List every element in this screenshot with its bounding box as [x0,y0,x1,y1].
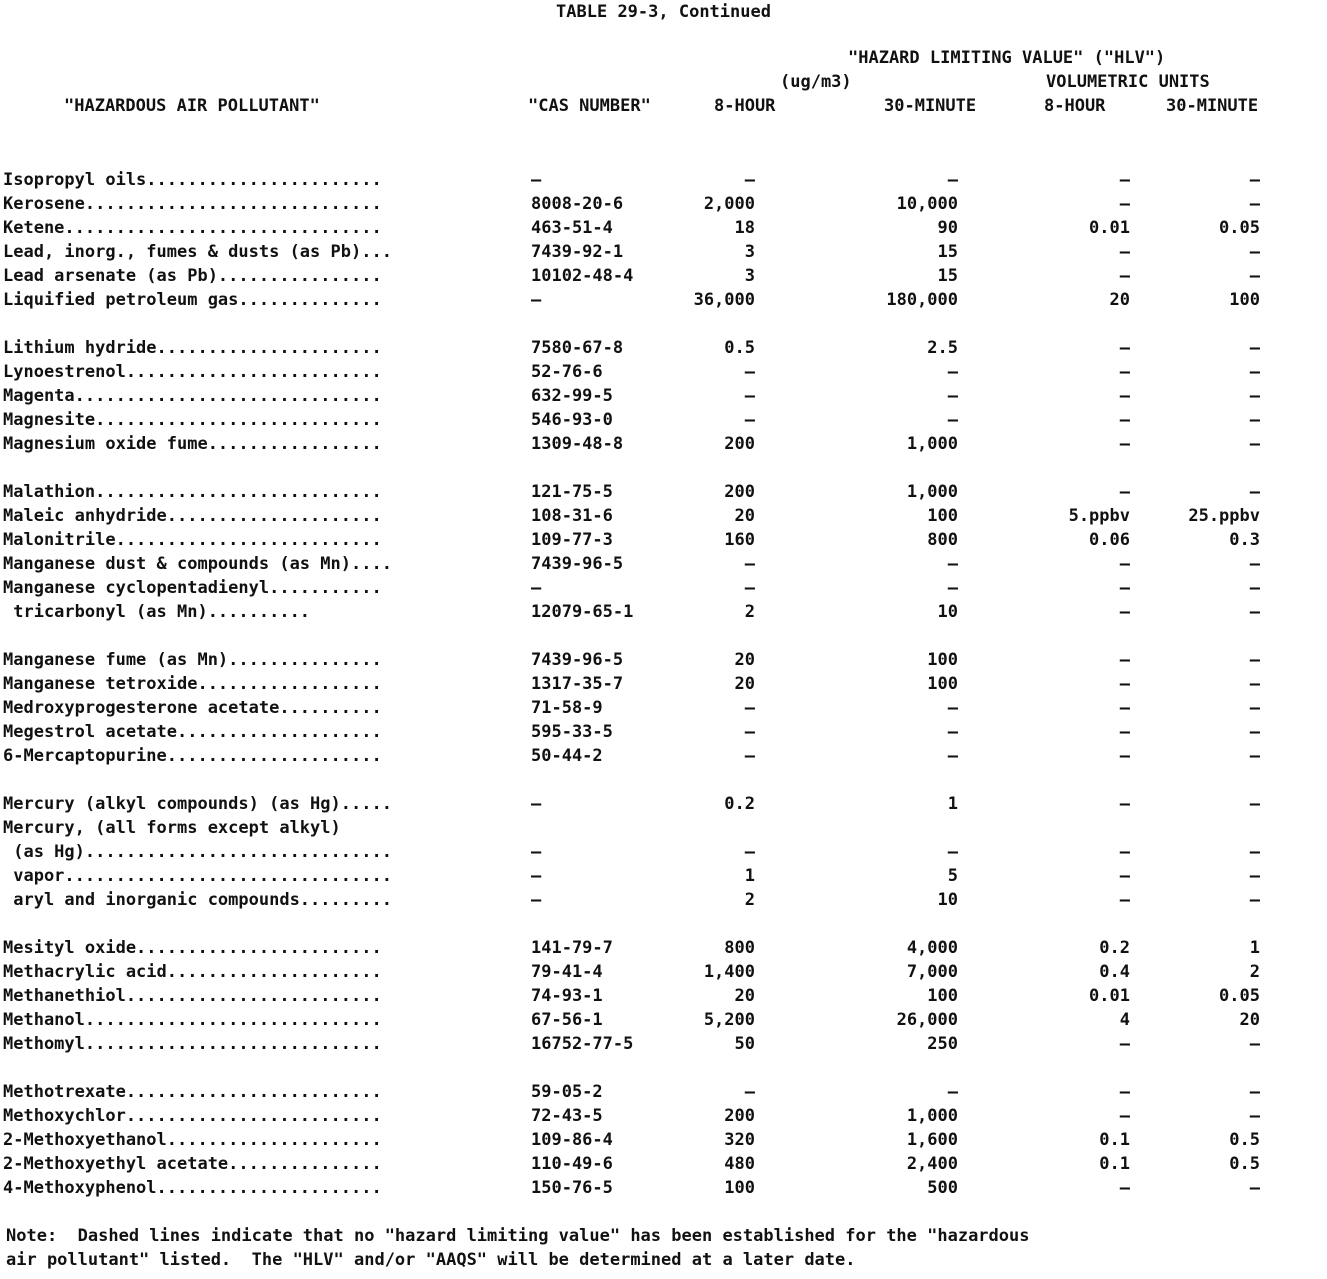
hlv-8hour: 200 [724,1106,755,1126]
hlv-30minute: — [947,410,958,430]
hlv-8hour: 0.5 [724,338,755,358]
hlv-30minute: 10,000 [896,194,958,214]
vol-8hour: — [1119,650,1130,670]
hlv-8hour: 20 [734,986,755,1006]
hlv-8hour: — [744,698,755,718]
vol-30minute: 0.5 [1229,1154,1260,1174]
hlv-30minute: — [947,386,958,406]
vol-30minute: — [1249,386,1260,406]
vol-30minute: — [1249,890,1260,910]
hlv-30minute: 15 [937,242,958,262]
hlv-8hour: 0.2 [724,794,755,814]
vol-30minute: — [1249,746,1260,766]
vol-30minute: 0.5 [1229,1130,1260,1150]
vol-30minute: 0.05 [1219,986,1260,1006]
hlv-30minute: — [947,554,958,574]
vol-30minute: — [1249,482,1260,502]
hlv-30minute: 100 [927,506,958,526]
hlv-8hour: 3 [744,242,755,262]
vol-8hour: — [1119,746,1130,766]
vol-30minute: — [1249,842,1260,862]
cas-number: — [531,890,542,910]
vol-8hour: — [1119,338,1130,358]
pollutant-name: Methacrylic acid..................... [3,962,382,982]
hlv-30minute: 100 [927,986,958,1006]
hlv-8hour: — [744,722,755,742]
vol-8hour: 0.01 [1089,218,1130,238]
vol-30minute: — [1249,794,1260,814]
cas-number: 8008-20-6 [531,194,624,214]
hlv-8hour: 800 [724,938,755,958]
hlv-8hour: 3 [744,266,755,286]
pollutant-name: Methanol............................. [3,1010,382,1030]
pollutant-name: Manganese dust & compounds (as Mn).... [3,554,392,574]
vol-8hour: — [1119,722,1130,742]
header-hlv-group: "HAZARD LIMITING VALUE" ("HLV") [848,48,1166,68]
vol-30minute: — [1249,866,1260,886]
cas-number: 121-75-5 [531,482,613,502]
pollutant-name: aryl and inorganic compounds......... [3,890,392,910]
hlv-30minute: 1,000 [906,434,958,454]
pollutant-name: Methoxychlor......................... [3,1106,382,1126]
pollutant-name: Liquified petroleum gas.............. [3,290,382,310]
vol-30minute: 0.05 [1219,218,1260,238]
hlv-8hour: 200 [724,482,755,502]
vol-8hour: — [1119,794,1130,814]
vol-30minute: — [1249,1178,1260,1198]
hlv-30minute: 800 [927,530,958,550]
pollutant-name: 2-Methoxyethyl acetate............... [3,1154,382,1174]
table-title: TABLE 29-3, Continued [556,2,771,22]
hlv-30minute: 2.5 [927,338,958,358]
vol-30minute: — [1249,650,1260,670]
vol-8hour: — [1119,890,1130,910]
hlv-30minute: — [947,1082,958,1102]
cas-number: 110-49-6 [531,1154,613,1174]
pollutant-name: (as Hg).............................. [3,842,392,862]
header-units-mass: (ug/m3) [780,72,852,92]
vol-30minute: — [1249,362,1260,382]
vol-8hour: 20 [1109,290,1130,310]
cas-number: 109-86-4 [531,1130,613,1150]
vol-8hour: — [1119,482,1130,502]
hlv-30minute: 5 [947,866,958,886]
vol-8hour: — [1119,410,1130,430]
vol-8hour: 0.01 [1089,986,1130,1006]
hlv-30minute: — [947,170,958,190]
vol-8hour: — [1119,602,1130,622]
header-col-vol-30minute: 30-MINUTE [1166,96,1259,116]
hlv-30minute: 250 [927,1034,958,1054]
vol-30minute: 2 [1249,962,1260,982]
pollutant-name: Maleic anhydride..................... [3,506,382,526]
hlv-30minute: 2,400 [906,1154,958,1174]
pollutant-name: Manganese fume (as Mn)............... [3,650,382,670]
vol-30minute: — [1249,194,1260,214]
vol-30minute: — [1249,722,1260,742]
vol-8hour: 0.2 [1099,938,1130,958]
pollutant-name: Ketene............................... [3,218,382,238]
vol-30minute: 20 [1239,1010,1260,1030]
hlv-30minute: 1,000 [906,482,958,502]
hlv-8hour: — [744,842,755,862]
cas-number: 7439-96-5 [531,650,624,670]
vol-8hour: 0.1 [1099,1130,1130,1150]
hlv-30minute: 90 [937,218,958,238]
cas-number: 7439-96-5 [531,554,624,574]
cas-number: — [531,578,542,598]
pollutant-name: Lynoestrenol......................... [3,362,382,382]
vol-8hour: — [1119,266,1130,286]
pollutant-name: vapor................................ [3,866,392,886]
cas-number: 632-99-5 [531,386,613,406]
vol-8hour: 5.ppbv [1068,506,1130,526]
footnote-line-2: air pollutant" listed. The "HLV" and/or "AAQS" will be determined at a later date. [6,1250,856,1270]
cas-number: 50-44-2 [531,746,603,766]
vol-8hour: — [1119,698,1130,718]
hlv-30minute: — [947,578,958,598]
vol-8hour: — [1119,1106,1130,1126]
vol-8hour: — [1119,1082,1130,1102]
pollutant-name: Magnesium oxide fume................. [3,434,382,454]
hlv-8hour: — [744,362,755,382]
vol-30minute: — [1249,434,1260,454]
cas-number: — [531,290,542,310]
cas-number: 463-51-4 [531,218,613,238]
hlv-8hour: 320 [724,1130,755,1150]
hlv-30minute: — [947,842,958,862]
pollutant-name: 4-Methoxyphenol...................... [3,1178,382,1198]
cas-number: 71-58-9 [531,698,603,718]
vol-30minute: — [1249,410,1260,430]
cas-number: 109-77-3 [531,530,613,550]
hlv-8hour: — [744,386,755,406]
hlv-8hour: 2 [744,602,755,622]
hlv-30minute: 500 [927,1178,958,1198]
hlv-8hour: — [744,1082,755,1102]
vol-8hour: — [1119,386,1130,406]
vol-8hour: — [1119,842,1130,862]
cas-number: 108-31-6 [531,506,613,526]
hlv-8hour: 5,200 [703,1010,755,1030]
pollutant-name: Megestrol acetate.................... [3,722,382,742]
hlv-30minute: 1,600 [906,1130,958,1150]
cas-number: 59-05-2 [531,1082,603,1102]
header-col-8hour: 8-HOUR [714,96,776,116]
vol-30minute: — [1249,674,1260,694]
hlv-30minute: — [947,722,958,742]
hlv-8hour: — [744,554,755,574]
vol-30minute: 1 [1249,938,1260,958]
cas-number: 10102-48-4 [531,266,634,286]
header-col-vol-8hour: 8-HOUR [1044,96,1106,116]
hlv-30minute: 4,000 [906,938,958,958]
pollutant-name: Methotrexate......................... [3,1082,382,1102]
hlv-8hour: 36,000 [693,290,755,310]
hlv-30minute: 100 [927,674,958,694]
hlv-8hour: 50 [734,1034,755,1054]
cas-number: 72-43-5 [531,1106,603,1126]
vol-8hour: — [1119,170,1130,190]
cas-number: 595-33-5 [531,722,613,742]
cas-number: 67-56-1 [531,1010,603,1030]
vol-30minute: — [1249,1034,1260,1054]
vol-8hour: 4 [1119,1010,1130,1030]
cas-number: 7580-67-8 [531,338,624,358]
vol-8hour: — [1119,578,1130,598]
vol-30minute: 25.ppbv [1188,506,1260,526]
vol-8hour: — [1119,554,1130,574]
vol-30minute: — [1249,170,1260,190]
pollutant-name: Mercury (alkyl compounds) (as Hg)..... [3,794,392,814]
vol-8hour: — [1119,194,1130,214]
vol-8hour: — [1119,362,1130,382]
hlv-30minute: 180,000 [886,290,958,310]
vol-30minute: 100 [1229,290,1260,310]
hlv-8hour: 20 [734,506,755,526]
pollutant-name: Malathion............................ [3,482,382,502]
hlv-8hour: 1 [744,866,755,886]
cas-number: 16752-77-5 [531,1034,634,1054]
header-col-pollutant: "HAZARDOUS AIR POLLUTANT" [64,96,320,116]
hlv-30minute: 10 [937,602,958,622]
cas-number: 52-76-6 [531,362,603,382]
cas-number: 546-93-0 [531,410,613,430]
vol-8hour: — [1119,674,1130,694]
pollutant-name: Magenta.............................. [3,386,382,406]
cas-number: — [531,170,542,190]
vol-8hour: — [1119,1178,1130,1198]
hlv-30minute: 100 [927,650,958,670]
hlv-8hour: — [744,410,755,430]
hlv-8hour: — [744,170,755,190]
hlv-8hour: — [744,578,755,598]
pollutant-name: Lead arsenate (as Pb)................ [3,266,382,286]
hlv-30minute: 7,000 [906,962,958,982]
vol-8hour: — [1119,866,1130,886]
cas-number: 141-79-7 [531,938,613,958]
pollutant-name: Lead, inorg., fumes & dusts (as Pb)... [3,242,392,262]
vol-8hour: 0.06 [1089,530,1130,550]
pollutant-name: Isopropyl oils....................... [3,170,382,190]
vol-8hour: — [1119,434,1130,454]
cas-number: 7439-92-1 [531,242,624,262]
vol-30minute: 0.3 [1229,530,1260,550]
cas-number: — [531,866,542,886]
header-col-30minute: 30-MINUTE [884,96,977,116]
vol-30minute: — [1249,1106,1260,1126]
cas-number: 12079-65-1 [531,602,634,622]
pollutant-name: Kerosene............................. [3,194,382,214]
pollutant-name: tricarbonyl (as Mn).......... [3,602,311,622]
cas-number: — [531,842,542,862]
hlv-8hour: 20 [734,650,755,670]
pollutant-name: 6-Mercaptopurine..................... [3,746,382,766]
vol-30minute: — [1249,554,1260,574]
hlv-30minute: 10 [937,890,958,910]
hlv-8hour: 2 [744,890,755,910]
vol-8hour: — [1119,1034,1130,1054]
pollutant-name: Methanethiol......................... [3,986,382,1006]
cas-number: 150-76-5 [531,1178,613,1198]
cas-number: — [531,794,542,814]
cas-number: 1309-48-8 [531,434,624,454]
hlv-8hour: 480 [724,1154,755,1174]
hlv-30minute: — [947,698,958,718]
hlv-8hour: 18 [734,218,755,238]
pollutant-name: Manganese cyclopentadienyl........... [3,578,382,598]
hlv-8hour: 160 [724,530,755,550]
vol-30minute: — [1249,338,1260,358]
footnote-line-1: Note: Dashed lines indicate that no "hazard limiting value" has been established for the "hazardous [6,1226,1030,1246]
hlv-8hour: 20 [734,674,755,694]
pollutant-name: Malonitrile.......................... [3,530,382,550]
pollutant-name: Lithium hydride...................... [3,338,382,358]
hlv-30minute: 15 [937,266,958,286]
hlv-8hour: — [744,746,755,766]
pollutant-name: Manganese tetroxide.................. [3,674,382,694]
pollutant-name: Magnesite............................ [3,410,382,430]
pollutant-name: Methomyl............................. [3,1034,382,1054]
pollutant-name: 2-Methoxyethanol..................... [3,1130,382,1150]
vol-30minute: — [1249,602,1260,622]
vol-30minute: — [1249,578,1260,598]
vol-30minute: — [1249,242,1260,262]
hlv-8hour: 1,400 [703,962,755,982]
cas-number: 79-41-4 [531,962,603,982]
vol-8hour: — [1119,242,1130,262]
vol-8hour: 0.1 [1099,1154,1130,1174]
vol-30minute: — [1249,266,1260,286]
hlv-30minute: — [947,362,958,382]
hlv-30minute: 1 [947,794,958,814]
hlv-8hour: 200 [724,434,755,454]
hlv-8hour: 2,000 [703,194,755,214]
hlv-30minute: 26,000 [896,1010,958,1030]
cas-number: 74-93-1 [531,986,603,1006]
cas-number: 1317-35-7 [531,674,624,694]
pollutant-name: Mesityl oxide........................ [3,938,382,958]
hlv-30minute: — [947,746,958,766]
header-units-volumetric: VOLUMETRIC UNITS [1046,72,1210,92]
pollutant-name: Mercury, (all forms except alkyl) [3,818,341,838]
hlv-30minute: 1,000 [906,1106,958,1126]
vol-30minute: — [1249,698,1260,718]
pollutant-name: Medroxyprogesterone acetate.......... [3,698,382,718]
hlv-8hour: 100 [724,1178,755,1198]
header-col-cas: "CAS NUMBER" [528,96,651,116]
vol-8hour: 0.4 [1099,962,1130,982]
vol-30minute: — [1249,1082,1260,1102]
